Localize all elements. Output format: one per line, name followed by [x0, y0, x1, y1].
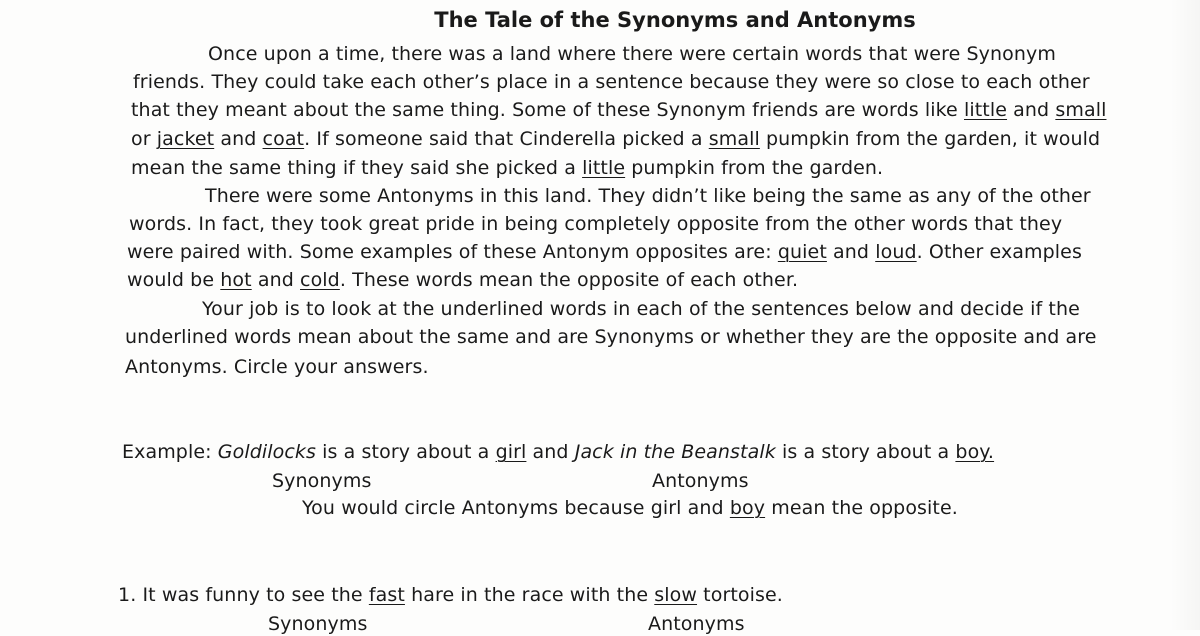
underlined-word: girl [495, 441, 527, 463]
paragraph-3-line-3: Antonyms. Circle your answers. [125, 356, 429, 378]
paragraph-2-line-2: words. In fact, they took great pride in being completely opposite from the other words that they [129, 213, 1063, 235]
paragraph-2-line-3: were paired with. Some examples of these Antonym opposites are: quiet and loud. Other examples [127, 241, 1082, 263]
question-1: 1. It was funny to see the fast hare in the race with the slow tortoise. [118, 584, 783, 606]
example-option-synonyms: Synonyms [272, 470, 372, 492]
paragraph-1-line-4: or jacket and coat. If someone said that Cinderella picked a small pumpkin from the garden, it would [131, 128, 1101, 150]
question-1-option-synonyms[interactable]: Synonyms [268, 613, 368, 635]
story-title: Goldilocks [217, 441, 316, 463]
page-title: The Tale of the Synonyms and Antonyms [434, 8, 916, 32]
paragraph-2-line-1: There were some Antonyms in this land. They didn’t like being the same as any of the other [205, 185, 1091, 207]
paragraph-1-line-2: friends. They could take each other’s place in a sentence because they were so close to each other [133, 71, 1090, 93]
underlined-word: coat [262, 128, 305, 150]
underlined-word: fast [368, 584, 405, 606]
paragraph-1-line-3: that they meant about the same thing. Some of these Synonym friends are words like little and small [131, 99, 1107, 121]
underlined-word: small [1055, 99, 1107, 121]
paragraph-2-line-4: would be hot and cold. These words mean the opposite of each other. [127, 269, 799, 291]
paragraph-1-line-1: Once upon a time, there was a land where there were certain words that were Synonym [208, 43, 1056, 65]
underlined-word: quiet [777, 241, 827, 263]
underlined-word: hot [220, 269, 252, 291]
paragraph-3-line-1: Your job is to look at the underlined words in each of the sentences below and decide if the [202, 298, 1080, 320]
example-sentence: Example: Goldilocks is a story about a girl and Jack in the Beanstalk is a story about a boy. [122, 441, 995, 463]
story-title: Jack in the Beanstalk [574, 441, 776, 463]
underlined-word: boy [729, 497, 766, 519]
underlined-word: little [964, 99, 1008, 121]
question-1-option-antonyms[interactable]: Antonyms [648, 613, 745, 635]
underlined-word: boy. [955, 441, 995, 463]
underlined-word: little [582, 157, 626, 179]
underlined-word: cold [300, 269, 340, 291]
example-option-antonyms: Antonyms [652, 470, 749, 492]
underlined-word: jacket [156, 128, 215, 150]
underlined-word: loud [875, 241, 917, 263]
underlined-word: small [708, 128, 760, 150]
underlined-word: slow [654, 584, 698, 606]
scan-shadow [1170, 0, 1200, 630]
paragraph-1-line-5: mean the same thing if they said she picked a little pumpkin from the garden. [131, 157, 884, 179]
paragraph-3-line-2: underlined words mean about the same and are Synonyms or whether they are the opposite and are [125, 326, 1097, 348]
example-explanation: You would circle Antonyms because girl and boy mean the opposite. [302, 497, 958, 519]
